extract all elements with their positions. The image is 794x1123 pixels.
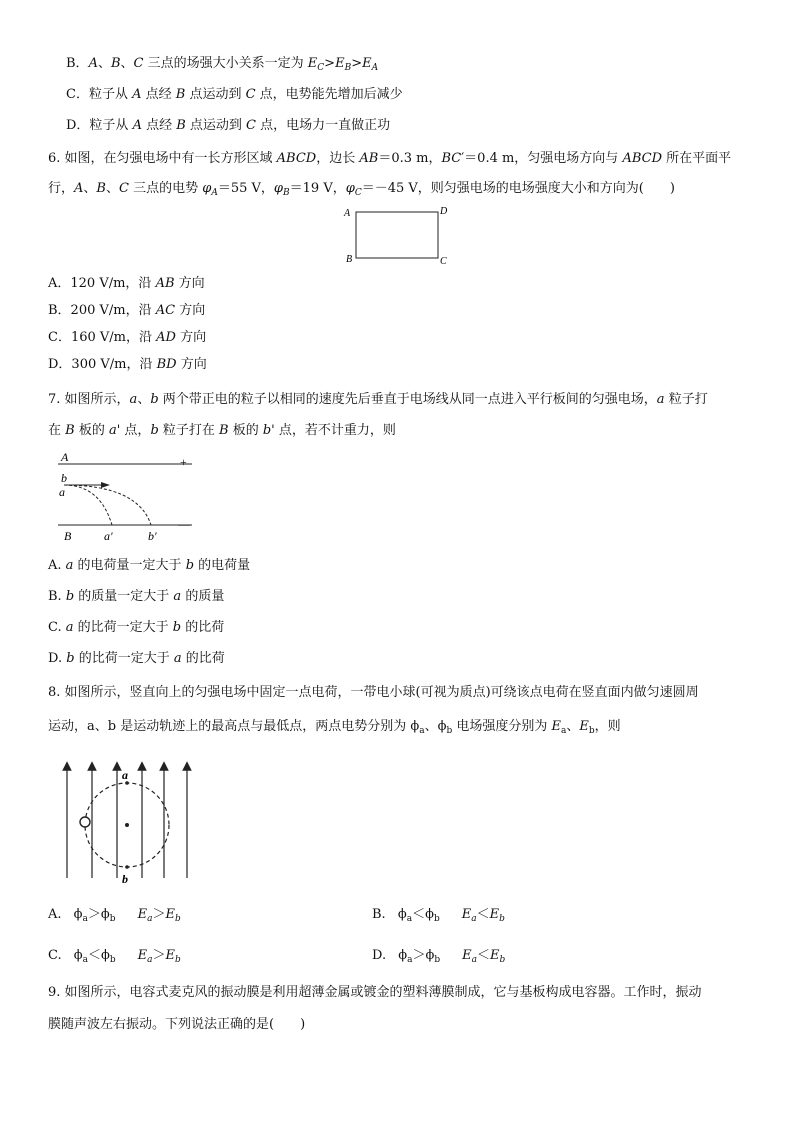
- q6-stem-line2: 行，A、B、C 三点的电势 $\varphi_A=55$ V，$\varphi_B=19$ V，$\varphi_C=-45$ V，则匀强电场的电场强度大小和方向为( ): [48, 181, 675, 198]
- q8-field-circle-figure: [50, 760, 200, 888]
- plate-b-label: B: [64, 529, 72, 543]
- rectangle-abcd: [356, 212, 438, 258]
- q9-stem-line1: 9. 如图所示，电容式麦克风的振动膜是利用超薄金属或镀金的塑料薄膜制成，它与基板构成电容器。工作时，振动: [48, 985, 702, 1000]
- point-a-label: a: [122, 768, 128, 782]
- q7-option-a: A. a 的电荷量一定大于 b 的电荷量: [48, 558, 251, 573]
- vertex-b-label: B: [346, 254, 353, 265]
- q9-stem-line2: 膜随声波左右振动。下列说法正确的是( ): [48, 1017, 306, 1032]
- point-charge: [125, 823, 129, 827]
- q8-option-a: A. $\phi_a>\phi_b$ $E_a>E_b$: [48, 907, 181, 924]
- particle-b-label: b: [61, 471, 67, 485]
- trajectory-a: [64, 485, 112, 525]
- q6-option-c: C．160 V/m，沿 AD 方向: [48, 330, 207, 345]
- q7-option-d: D. b 的比荷一定大于 a 的比荷: [48, 651, 225, 666]
- q6-option-d: D．300 V/m，沿 BD 方向: [48, 357, 207, 372]
- plate-a-label: A: [61, 450, 69, 464]
- vertex-d-label: D: [440, 206, 448, 217]
- point-b-prime-label: b': [148, 529, 157, 543]
- q7-stem-line2: 在 B 板的 a' 点，b 粒子打在 B 板的 b' 点，若不计重力，则: [48, 423, 396, 438]
- point-a-prime-label: a': [104, 529, 113, 543]
- charged-ball: [80, 817, 90, 827]
- q6-stem-line1: 6. 如图，在匀强电场中有一长方形区域 ABCD，边长 AB＝0.3 m，BC′＝0.4 m，匀强电场方向与 ABCD 所在平面平: [48, 151, 732, 166]
- particle-a-label: a: [59, 485, 65, 499]
- vertex-a-label: A: [344, 208, 351, 219]
- minus-sign: —: [178, 517, 190, 531]
- point-b: [125, 865, 129, 869]
- q7-option-b: B. b 的质量一定大于 a 的质量: [48, 589, 225, 604]
- q6-rectangle-figure: [340, 202, 455, 267]
- q7-stem-line1: 7. 如图所示，a、b 两个带正电的粒子以相同的速度先后垂直于电场线从同一点进入平行板间的匀强电场，a 粒子打: [48, 392, 708, 407]
- q5-option-b: B．A、B、C 三点的场强大小关系一定为 $E_C>E_B>E_A$: [66, 56, 379, 73]
- q6-option-a: A．120 V/m，沿 AB 方向: [48, 276, 205, 291]
- q6-option-b: B．200 V/m，沿 AC 方向: [48, 303, 206, 318]
- q8-option-b: B. $\phi_a<\phi_b$ $E_a<E_b$: [372, 907, 505, 924]
- q8-stem-line1: 8. 如图所示，竖直向上的匀强电场中固定一点电荷，一带电小球(可视为质点)可绕该点电荷在竖直面内做匀速圆周: [48, 685, 699, 700]
- q8-stem-line2: 运动，a、b 是运动轨迹上的最高点与最低点，两点电势分别为 $\phi_a$、$\phi_b$ 电场强度分别为 $E_a$、$E_b$，则: [48, 719, 621, 736]
- q8-option-d: D. $\phi_a>\phi_b$ $E_a<E_b$: [372, 948, 506, 965]
- vertex-c-label: C: [440, 256, 447, 267]
- q5-option-c: C．粒子从 A 点经 B 点运动到 C 点，电势能先增加后减少: [66, 87, 403, 102]
- trajectory-b: [64, 485, 151, 525]
- q7-parallel-plates-figure: [50, 448, 200, 544]
- velocity-arrowhead: [101, 482, 110, 488]
- point-b-label: b: [122, 872, 128, 886]
- q8-option-c: C. $\phi_a<\phi_b$ $E_a>E_b$: [48, 948, 181, 965]
- q5-option-d: D．粒子从 A 点经 B 点运动到 C 点，电场力一直做正功: [66, 118, 391, 133]
- plus-sign: +: [180, 455, 187, 469]
- q7-option-c: C. a 的比荷一定大于 b 的比荷: [48, 620, 225, 635]
